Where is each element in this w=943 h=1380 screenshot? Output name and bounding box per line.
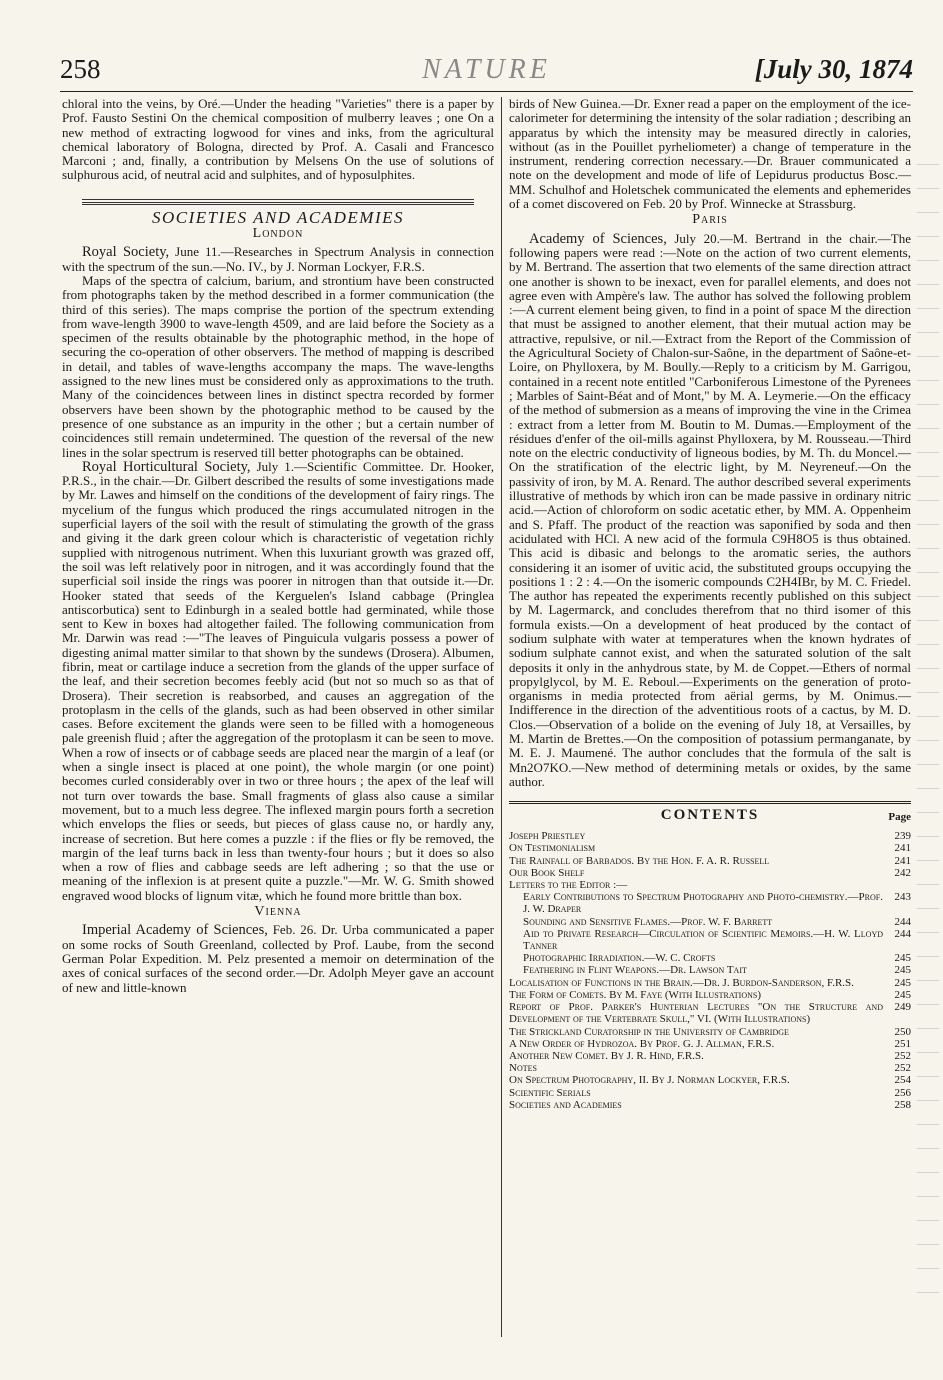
contents-header	[509, 808, 911, 830]
contents-entry-title: Letters to the Editor :—	[509, 879, 628, 892]
horticultural-lead: Royal Horticultural Society,	[82, 458, 251, 475]
contents-entry-page: 241	[894, 842, 911, 855]
academy-text: July 20.—M. Bertrand in the chair.—The following papers were read :—Note on the action of two current elements, by M. Bertrand. The assertion that two elements of the same direction attract one another is shown to be inexact, even for parallel elements, and does not agree even with Ampère's law. The author has solved the following problem :—A current element being given, to find in a point of space M the direction that must be assigned to another element, that their mutual action may be attractive, repulsive, or nil.—Extract from the Report of the Commission of the Agricultural Society of Chalon-sur-Saône, in the department of Saône-et-Loire, on Phylloxera, by M. Boully.—Reply to a criticism by M. Garrigou, contained in a recent note entitled "Carboniferous Limestone of the Pyrenees ; Marbles of Saint-Béat and of Mont," by M. A. Leymerie.—On the efficacy of the method of submersion as a means of improving the vine in the Crimea : extract from a letter from M. Boutin to M. Dumas.—Employment of the résidues d'enfer of the oil-mills against Phylloxera, by M. Rousseau.—Third note on the electric conductivity of ligneous bodies, by M. Th. du Moncel.—On the stratification of the electric light, by M. Neyreneuf.—On the passivity of iron, by M. A. Renard. The author described several experiments illustrative of methods by which iron can be made passive in ordinary nitric acid.—Action of chloroform on sodic acetatic ether, by MM. A. Oppenheim and S. Pfaff. The product of the reaction was saponified by soda and then acidulated with HCl. A new acid of the formula C9H8O5 is thus obtained. This acid is dibasic and belongs to the aromatic series, the authors considering it an isomer of uvitic acid, the substituted groups occupying the positions 1 : 2 : 4.—On the isomeric compounds C2H4IBr, by M. C. Friedel. The author has repeated the experiments recently published on this subject by M. Lagermarck, and concludes therefrom that no third isomer of this formula exists.—On a development of heat produced by the contact of sodium sulphate with water at temperatures when the known hydrates of sodium sulphate cannot exist, and when the saturated solution of the salt deposits it only in the anhydrous state, by M. de Coppet.—Ethers of normal propylglycol, by M. E. Reboul.—Experiments on the generation of proto-organisms in media protected from aërial germs, by M. Onimus.—Indifference in the direction of the adventitious roots of a cactus, by M. D. Clos.—Observation of a bolide on the evening of July 18, at Versailles, by M. Martin de Brettes.—On the composition of potassium permanganate, by M. E. J. Maumené. The author concludes that the formula of the salt is Mn2O7KO.—New method of determining metals or oxides, by the same author.	[509, 230, 911, 789]
contents-entry-page	[883, 879, 911, 891]
contents-list	[509, 830, 911, 1111]
contents-entry-title: The Strickland Curatorship in the University of Cambridge	[509, 1025, 789, 1038]
contents-entry-title: Notes	[509, 1062, 537, 1075]
section-rule-double	[82, 202, 474, 205]
contents-entry	[509, 855, 911, 867]
header-rule	[60, 91, 913, 92]
contents-entry	[509, 964, 911, 976]
contents-entry-page: 252	[894, 1062, 911, 1075]
contents-entry	[509, 1099, 911, 1111]
contents-entry	[509, 867, 911, 879]
royal-society-text: June 11.—Researches in Spectrum Analysis in connection with the spectrum of the sun.—No. IV., by J. Norman Lockyer, F.R.S.	[62, 244, 494, 274]
contents-entry-title: Aid to Private Research—Circulation of Scientific Memoirs.—H. W. Lloyd Tanner	[523, 927, 883, 953]
academy-lead: Academy of Sciences,	[529, 230, 667, 247]
contents-entry-title: The Rainfall of Barbados. By the Hon. F. A. R. Russell	[509, 854, 770, 867]
contents-title: CONTENTS	[660, 807, 760, 824]
contents-entry	[509, 1038, 911, 1050]
contents-entry-title: Another New Comet. By J. R. Hind, F.R.S.	[509, 1049, 704, 1062]
imperial-text: Feb. 26. Dr. Urba communicated a paper on some rocks of South Greenland, collected by Prof. Laube, from the second German Polar Expedition. M. Pelz presented a memoir on determination of the axes of conical surfaces of the second order.—Dr. Adolph Meyer gave an account of new and little-known	[62, 922, 495, 995]
royal-society-lead: Royal Society,	[82, 244, 170, 261]
contents-entry	[509, 916, 911, 928]
subhead-paris: Paris	[692, 212, 728, 228]
right-column	[509, 97, 911, 1111]
contents-entry	[509, 989, 911, 1001]
contents-entry	[509, 1050, 911, 1062]
contents-entry	[509, 952, 911, 964]
academy-paragraph	[509, 232, 911, 790]
contents-page-label: Page	[888, 811, 911, 824]
contents-entry-page: 245	[894, 988, 911, 1001]
contents-entry-page: 256	[894, 1086, 911, 1099]
contents-entry	[509, 928, 911, 952]
horticultural-paragraph	[62, 460, 494, 903]
contents-entry-page: 241	[894, 854, 911, 867]
contents-entry-title: Joseph Priestley	[509, 830, 586, 843]
contents-entry-page: 245	[894, 976, 911, 989]
contents-entry	[509, 842, 911, 854]
contents-entry-page: 243	[894, 891, 911, 904]
contents-entry-title: The Form of Comets. By M. Faye (With Illustrations)	[509, 988, 761, 1001]
subhead-vienna: Vienna	[254, 904, 302, 920]
section-title: SOCIETIES AND ACADEMIES	[151, 207, 405, 227]
contents-entry-title: Societies and Academies	[509, 1098, 622, 1111]
royal-society-body: Maps of the spectra of calcium, barium, and strontium have been constructed from photographs taken by the method described in a former communication (the third of this series). The maps comprise the portion of the spectrum extending from wave-length 3900 to wave-length 4509, and are laid before the Society as a specimen of the results obtainable by the photographic method, in the hope of securing the co-operation of other observers. The method of mapping is described in detail, and tables of wave-lengths accompany the maps. The wave-lengths assigned to the new lines must be considered only as approximations to the truth. Many of the coincidences between lines in distinct spectra recorded by former observers have been shown by the photographic method to be caused by the presence of one substance as an impurity in the other ; but a certain number of coincidences still remain undetermined. The question of the reversal of the new lines in the solar spectrum is reserved till better photographs can be obtained.	[62, 272, 494, 460]
contents-entry-page: 250	[894, 1025, 911, 1038]
left-column	[62, 97, 494, 995]
imperial-lead: Imperial Academy of Sciences,	[82, 922, 268, 939]
contents-entry	[509, 891, 911, 915]
contents-entry-page: 254	[894, 1074, 911, 1087]
contents-entry-page: 242	[894, 866, 911, 879]
vienna-continuation: birds of New Guinea.—Dr. Exner read a paper on the employment of the ice-calorimeter for determining the intensity of the solar radiation ; describing an apparatus by which the intensity may be measured directly in calories, without (as in the Pouillet pyrheliometer) a change of temperature in the instrument, rendering correction necessary.—Dr. Brauer communicated a note on the development and mode of life of Lepidurus productus Bosc.—MM. Schulhof and Holetschek communicated the elements and ephemerides of a comet discovered on Feb. 20 by Prof. Winnecke at Strassburg.	[509, 96, 911, 212]
contents-entry-title: On Spectrum Photography, II. By J. Norman Lockyer, F.R.S.	[509, 1074, 790, 1087]
column-divider	[501, 97, 502, 1337]
subhead-london: London	[252, 226, 304, 242]
contents-entry-title: Report of Prof. Parker's Hunterian Lectures "On the Structure and Development of the Vertebrate Skull," VI. (With Illustrations)	[509, 1001, 883, 1026]
royal-society-paragraph	[62, 245, 494, 274]
horticultural-text: July 1.—Scientific Committee. Dr. Hooker, P.R.S., in the chair.—Dr. Gilbert described the results of some investigations made by Mr. Lawes and himself on the conditions of the development of fairy rings. The mycelium of the fungus which produced the rings accumulated nitrogen in the superficial layers of the soil with the result of stimulating the growth of the grass and giving it the dark green colour which is characteristic of vegetation richly supplied with nitrogenous nutriment. When this luxuriant growth was grazed off, the soil was left relatively poor in nitrogen, and it was accordingly found that the superficial soil inside the rings was poorer in nitrogen than that outside it.—Dr. Hooker stated that seeds of the Kerguelen's Island cabbage (Pringlea antiscorbutica) sent to Edinburgh in a sealed bottle had germinated, while those sent to Kew in boxes had altogether failed. The following communication from Mr. Darwin was read :—"The leaves of Pinguicula vulgaris possess a power of digesting animal matter similar to that shown by the sundews (Drosera). Albumen, fibrin, meat or cartilage induce a secretion from the glands of the upper surface of the leaf, and their secretion becomes feebly acid (but not so much so as that of Drosera). Their secretion is reabsorbed, and causes an aggregation of the protoplasm in the cells of the glands, such as had been observed in other similar cases. Before excitement the glands were seen to be filled with a homogeneous pale greenish fluid ; after the aggregation of the protoplasm it can be seen to move. When a row of insects or of cabbage seeds are placed near the margin of a leaf (or when a single insect is placed at one point), the whole margin (or one point) becomes curled considerably over in two or three hours ; the apex of the leaf will not turn over towards the base. Small fragments of glass also cause a similar movement, but to a much less degree. The inflexed margin pours forth a secretion which envelops the flies or seeds, but pieces of glass cause no, or hardly any, increase of secretion. But here comes a puzzle : if the flies or fly be removed, the margin of the leaf turns back in less than twenty-four hours ; but it does so also when a row of flies and cabbage seeds are left adhering ; so that the use or meaning of the inflexion is at present quite a puzzle."—Mr. W. G. Smith showed engraved wood blocks of lignum vitæ, which he found more brittle than box.	[62, 458, 494, 903]
contents-entry-page: 258	[894, 1098, 911, 1111]
page-header	[60, 54, 913, 94]
contents-entry-title: On Testimonialism	[509, 842, 596, 855]
contents-entry-page: 245	[894, 964, 911, 977]
contents-entry-title: Early Contributions to Spectrum Photography and Photo-chemistry.—Prof. J. W. Draper	[523, 891, 883, 916]
contents-entry	[509, 830, 911, 842]
contents-entry-page: 252	[894, 1049, 911, 1062]
contents-entry-title: Feathering in Flint Weapons.—Dr. Lawson Tait	[523, 964, 747, 977]
contents-entry-title: Sounding and Sensitive Flames.—Prof. W. F. Barrett	[523, 915, 773, 928]
contents-entry-page: 249	[894, 1001, 911, 1014]
contents-entry-page: 245	[894, 952, 911, 965]
contents-rule	[509, 801, 911, 804]
contents-entry-page: 251	[894, 1037, 911, 1050]
imperial-paragraph	[62, 923, 494, 994]
contents-entry-title: A New Order of Hydrozoa. By Prof. G. J. Allman, F.R.S.	[509, 1037, 775, 1050]
contents-entry-page: 239	[894, 830, 911, 843]
margin-marks	[917, 150, 939, 1300]
contents-entry-title: Scientific Serials	[509, 1086, 591, 1099]
issue-date: [July 30, 1874	[754, 54, 913, 84]
contents-entry	[509, 1026, 911, 1038]
contents-entry	[509, 1087, 911, 1099]
contents-entry	[509, 977, 911, 989]
journal-title: NATURE	[422, 54, 551, 85]
contents-entry-title: Localisation of Functions in the Brain.—Dr. J. Burdon-Sanderson, F.R.S.	[509, 976, 854, 989]
intro-paragraph: chloral into the veins, by Oré.—Under the heading "Varieties" there is a paper by Prof. Fausto Sestini On the chemical composition of mulberry leaves ; one On a new method of extracting logwood for vines and inks, from the agricultural chemical laboratory of Bologna, directed by Prof. A. Casali and Francesco Marconi ; and, finally, a contribution by Melsens On the use of solutions of sulphurous acid, of neutral acid and sulphites, and of hyposulphites.	[62, 96, 494, 183]
page-number: 258	[60, 54, 101, 84]
contents-entry-page: 244	[894, 927, 911, 940]
contents-entry	[509, 1001, 911, 1025]
contents-entry-title: Our Book Shelf	[509, 866, 585, 879]
contents-entry-page: 244	[894, 915, 911, 928]
section-rule	[82, 199, 474, 200]
contents-entry	[509, 1074, 911, 1086]
contents-entry-title: Photographic Irradiation.—W. C. Crofts	[523, 952, 716, 965]
contents-entry	[509, 1062, 911, 1074]
contents-entry	[509, 879, 911, 891]
